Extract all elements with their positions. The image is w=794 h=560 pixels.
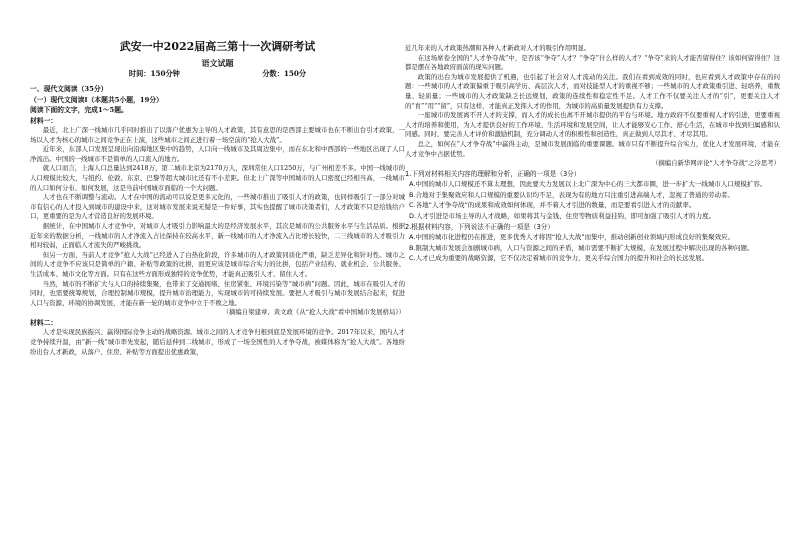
- time-score-line: [30, 68, 405, 80]
- material-2-paragraph: 一座城市的发展离不开人才的支撑，而人才的成长也离不开城市提供的平台与环境。地方政府不仅要重视人才的引进，更要重视人才的培养和使用，为人才提供良好的工作环境、生活环境和发展空间，让人才能够安心工作、舒心生活，在城市中找到归属感和认同感。同时，要完善人才评价和激励机制，充分调动人才的积极性和创造性，真正做到人尽其才、才尽其用。: [405, 111, 780, 139]
- material-1-paragraph: 据统计，在中国城市人才竞争中，对城市人才吸引力影响最大的是经济发展水平，其次是城市的公共服务水平与生活品质。根据近年来的数据分析，一线城市的人才净流入占比保持在较高水平，新一线城市的人才净流入占比增长较快，二三线城市的人才吸引力相对较弱，正面临人才流失的严峻挑战。: [30, 221, 405, 250]
- exam-score: 分数：150分: [262, 69, 307, 78]
- question-1-option-b: B.合地对于集聚效应和人口规模的重要认识均不足，表现为有的地方只注重引进高端人才，忽视了普通的劳动者。: [409, 190, 735, 199]
- exam-title: 武安一中2022届高三第十一次调研考试: [119, 40, 316, 53]
- material-1-paragraph: 人才也在不断调整与流动。人才在中国的流动可以说是更多元化的，一些城市推出了吸引人才的政策，也同样吸引了一部分对城市有信心的人才投入到城市的建设中来，这对城市发展来说无疑是一件好事，其实也提醒了城市决策者们，人才政策不只是给钱给户口，更重要的是为人才营造良好的发展环境。: [30, 193, 405, 221]
- exam-time: 时间：150分钟: [128, 69, 180, 78]
- material-2-paragraph: 近几年来的人才政策热潮和各种人才新政对人才的吸引作用明显。: [405, 44, 591, 52]
- question-1-option-d: D.人才引进是市场主导的人才战略，如果将其与金钱、住房等物质利益挂钩，即可加强了吸引人才的力度。: [409, 211, 716, 220]
- material-1-paragraph: 最近，北上广深一线城市几乎同时推出了以落户优惠为主导的人才政策，其有意思的是西部主要城市也在不断出台引才政策，一场以人才为核心的城市之间竞争正在上演，这些城市之间正进行着一场空前的“抢人大战”。: [30, 126, 405, 144]
- material-1-paragraph: 就人口而言，上海人口总量达到2418万，第二城市北京为2170万人，深圳常住人口1250万，与广州相差不多。中国一线城市的人口规模比较大，与纽约、伦敦、东京、巴黎等超大城市比还有不小差距。但北上广深等中国城市的人口密度已经相当高，一线城市的人口如何分布、如何发展，这是当前中国城市面临的一个大问题。: [30, 164, 405, 192]
- material-1-paragraph: 但另一方面，当前人才竞争“抢人大战”已经进入了白热化阶段，许多城市的人才政策同质化严重，缺乏差异化和针对性。城市之间的人才竞争不应该只是简单的户籍、补贴等政策的比拼，而更应该是城市综合实力的比拼，包括产业结构、就业机会、公共服务、生活成本、城市文化等方面。只有在这些方面形成独特的竞争优势，才能真正吸引人才、留住人才。: [30, 250, 405, 278]
- material-1-label: 材料一：: [30, 116, 58, 125]
- question-1-stem: 1.下列对材料相关内容的理解和分析，正确的一项是（3分）: [405, 169, 581, 178]
- subsection-heading: （一）现代文阅读Ⅰ（本题共5小题，19分）: [30, 95, 163, 104]
- material-1-source: （摘编自梁建章、黄文政《从“抢人大战”看中国城市发展格局》）: [222, 308, 405, 317]
- question-1-option-a: A.中国的城市人口规模还不算太理想，因此要大力发展以上北广深为中心的三大都市圈，进一步扩大一线城市人口规模扩容。: [409, 180, 767, 189]
- reading-instruction: 阅读下面的文字，完成1～5题。: [30, 106, 128, 114]
- material-2-paragraph: 总之，如何在“人才争夺战”中赢得主动，是城市发展面临的重要课题。城市只有不断提升综合实力，优化人才发展环境，才能在人才竞争中占据优势。: [405, 139, 780, 158]
- question-2-stem: 2.根据材料内容，下列说法不正确的一项是（3分）: [405, 222, 554, 231]
- material-2-label: 材料二：: [30, 318, 58, 327]
- material-2-paragraph: 在这场席卷全国的“人才争夺战”中，是否该“争夺”人才？“争夺”什么样的人才？“争夺”来的人才能否留得住？该如何留得住？这都是摆在各地政府面前的现实问题。: [405, 53, 780, 72]
- material-2-source: （摘编自新华网评论“人才争夺战”之冷思考）: [651, 159, 780, 168]
- question-2-option-a: A.中国的城市化进程仍在推进，更多优秀人才将因“抢人大战”而集中，推动创新创业领域内形成良好的集聚效应。: [409, 232, 735, 241]
- question-2-option-b: B.限制大城市发展会加剧城市病，人口与资源之间的矛盾，城市需要不断扩大规模，在发展过程中解决出现的各种问题。: [409, 243, 754, 252]
- question-1-option-c: C.各地“人才争夺战”的成果和成效如何体现，并不着人才引进的数量，而是要看引进人才的贡献率。: [409, 201, 696, 210]
- material-2-paragraph: 政策的出台为城市发展提供了机遇，也引起了社会对人才流动的关注。我们在看到成效的同时，也应看到人才政策中存在的问题：一些城市的人才政策偏重于吸引高学历、高层次人才，而对技能型人才的重视不够；一些城市的人才政策重引进、轻培养，重数量、轻质量；一些城市的人才政策缺乏长远规划，政策的连续性和稳定性不足。人才工作不仅要关注人才的“引”，更要关注人才的“育”“用”“留”，只有这样，才能真正发挥人才的作用，为城市的高质量发展提供有力支撑。: [405, 72, 780, 110]
- question-2-option-c: C.人才已成为重要的战略资源，它不仅决定着城市的竞争力，更关乎综合国力的提升和社会的长远发展。: [409, 254, 709, 263]
- subject-title: 语文试题: [201, 58, 234, 68]
- right-column: [405, 44, 780, 264]
- left-column: [30, 40, 405, 357]
- material-1-paragraph: 近年来，东部人口发展呈现出向沿海地区集中的趋势，人口向一线城市及其周边集中，而在东北和中西部的一些地区出现了人口净流出。中国的一线城市不是简单的人口流入的地方。: [30, 145, 405, 163]
- section-heading: 一、现代文阅读（35分）: [30, 85, 108, 93]
- material-2-paragraph: 人才是实现民族振兴、赢得国际竞争主动的战略资源。城市之间的人才竞争归根到底是发展环境的竞争。2017年以来，国内人才竞争持续升温，由“新一线”城市率先发起，随后延伸到二线城市，形成了一场全国性的人才争夺战，被媒体称为“抢人大战”。各地纷纷出台人才新政，从落户、住房、补贴等方面提出优惠政策，: [30, 328, 405, 356]
- material-1-paragraph: 当然，城市的不断扩大与人口的持续集聚，也带来了交通拥堵、住房紧张、环境污染等“城市病”问题。因此，城市在吸引人才的同时，也需要统筹规划，合理控制城市规模，提升城市治理能力，实现城市的可持续发展。要把人才吸引与城市发展结合起来，促进人口与资源、环境的协调发展，才能在新一轮的城市竞争中立于不败之地。: [30, 279, 405, 307]
